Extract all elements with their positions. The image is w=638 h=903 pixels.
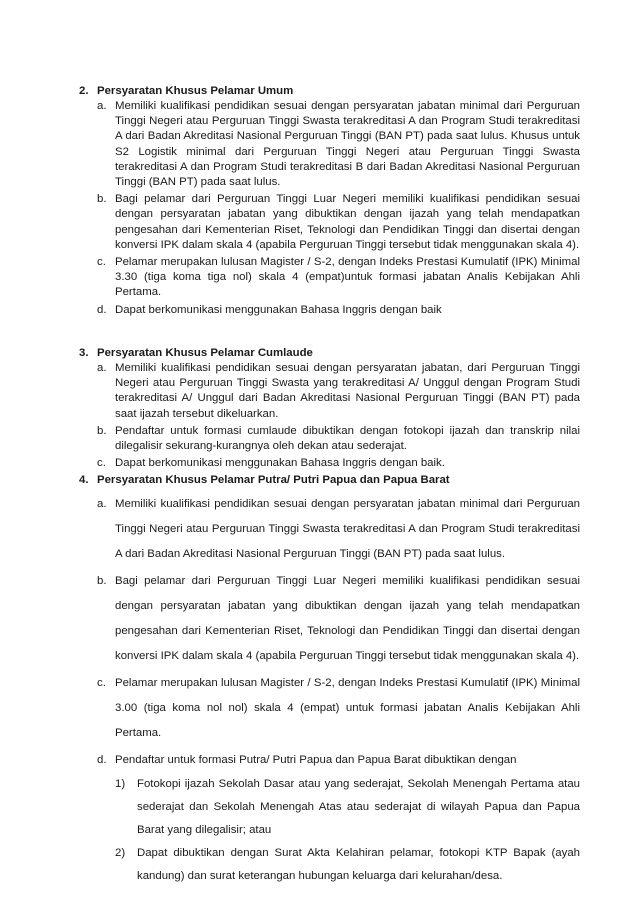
section-number: 4. [79,474,89,486]
item-label: b. [97,424,107,437]
item-label: d. [97,303,107,316]
item-body [115,748,580,888]
list-item [97,569,580,669]
list-item [97,492,580,567]
item-label: b. [97,575,107,587]
section-number: 2. [79,85,89,97]
item-label: c. [97,457,106,470]
item-text: Memiliki kualifikasi pendidikan sesuai dengan persyaratan jabatan, dari Perguruan Tinggi Negeri atau Perguruan Tinggi Swasta yang terakreditasi A/ Unggul dengan Program Studi terakreditasi A/ Unggul dari Badan Akreditasi Nasional Perguruan Tinggi (BAN PT) pada saat ijazah tersebut dikeluarkan. [115,362,580,420]
section-number: 3. [79,347,89,359]
section-title: Persyaratan Khusus Pelamar Cumlaude [97,347,313,359]
item-text: Pelamar merupakan lulusan Magister / S-2, dengan Indeks Prestasi Kumulatif (IPK) Minimal 3.30 (tiga koma tiga nol) skala 4 (empat)untuk formasi jabatan Analis Kebijakan Ahli Pertama. [115,256,580,299]
subitem-text: Fotokopi ijazah Sekolah Dasar atau yang sederajat, Sekolah Menengah Pertama atau sederajat dan Sekolah Menengah Atas atau sederajat di wilayah Papua dan Papua Barat yang dilegalisir; atau [137,778,580,836]
list-item [97,456,580,471]
section-heading [79,345,580,361]
item-label: a. [97,362,107,374]
item-text: Pelamar merupakan lulusan Magister / S-2, dengan Indeks Prestasi Kumulatif (IPK) Minimal 3.00 (tiga koma nol nol) skala 4 (empat) untuk formasi jabatan Analis Kebijakan Ahli Pertama. [115,677,580,739]
section-3 [79,345,580,471]
subitem-text: Dapat dibuktikan dengan Surat Akta Kelahiran pelamar, fotokopi KTP Bapak (ayah kandung) dan surat keterangan hubungan keluarga dari kelurahan/desa. [137,847,580,882]
list-item [97,303,580,318]
list-item [97,361,580,422]
section-4 [79,472,580,890]
sub-list-item [115,842,580,888]
item-label: c. [97,256,106,269]
item-text: Bagi pelamar dari Perguruan Tinggi Luar Negeri memiliki kualifikasi pendidikan sesuai dengan persyaratan jabatan yang dibuktikan dengan ijazah yang telah mendapatkan pengesahan dari Kementerian Riset, Teknologi dan Pendidikan Tinggi dan disertai dengan konversi IPK dalam skala 4 (apabila Perguruan Tinggi tersebut tidak menggunakan skala 4). [115,193,580,251]
section-2 [79,83,580,318]
list-item [97,99,580,190]
subitem-label: 1) [115,778,126,790]
list-item [97,424,580,454]
subitem-label: 2) [115,847,126,859]
section-title: Persyaratan Khusus Pelamar Umum [97,85,294,97]
list-item [97,748,580,888]
item-text: Dapat berkomunikasi menggunakan Bahasa Inggris dengan baik. [115,457,445,470]
item-text: Bagi pelamar dari Perguruan Tinggi Luar Negeri memiliki kualifikasi pendidikan sesuai dengan persyaratan jabatan yang dibuktikan dengan ijazah yang telah mendapatkan pengesahan dari Kementerian Riset, Teknologi dan Pendidikan Tinggi dan disertai dengan konversi IPK dalam skala 4 (apabila Perguruan Tinggi tersebut tidak menggunakan skala 4). [115,575,580,662]
item-text: Memiliki kualifikasi pendidikan sesuai dengan persyaratan jabatan minimal dari Perguruan Tinggi Negeri atau Perguruan Tinggi Swasta terakreditasi A dan Program Studi terakreditasi A dari Badan Akreditasi Nasional Perguruan Tinggi (BAN PT) pada saat lulus. Khusus untuk S2 Logistik minimal dari Perguruan Tinggi Negeri atau Perguruan Tinggi Swasta terakreditasi A dan Program Studi terakreditasi B dari Badan Akreditasi Nasional Perguruan Tinggi (BAN PT) pada saat lulus. [115,100,580,189]
item-label: a. [97,498,107,510]
list-item [97,192,580,253]
section-heading [79,472,580,488]
item-text: Dapat berkomunikasi menggunakan Bahasa Inggris dengan baik [115,303,442,316]
item-label: c. [97,677,106,689]
section-title: Persyaratan Khusus Pelamar Putra/ Putri Papua dan Papua Barat [97,474,450,486]
item-text: Memiliki kualifikasi pendidikan sesuai dengan persyaratan jabatan minimal dari Perguruan Tinggi Negeri atau Perguruan Tinggi Swasta terakreditasi A dan Program Studi terakreditasi A dari Badan Akreditasi Nasional Perguruan Tinggi (BAN PT) pada saat lulus. [115,498,580,560]
item-label: d. [97,754,107,766]
list-item [97,255,580,301]
item-text: Pendaftar untuk formasi cumlaude dibuktikan dengan fotokopi ijazah dan transkrip nilai dilegalisir sekurang-kurangnya oleh dekan atau sederajat. [115,424,580,453]
item-label: a. [97,100,107,112]
section-heading [79,83,580,99]
item-text: Pendaftar untuk formasi Putra/ Putri Papua dan Papua Barat dibuktikan dengan [115,754,517,766]
sub-list-item [115,773,580,842]
list-item [97,671,580,746]
item-label: b. [97,193,107,206]
